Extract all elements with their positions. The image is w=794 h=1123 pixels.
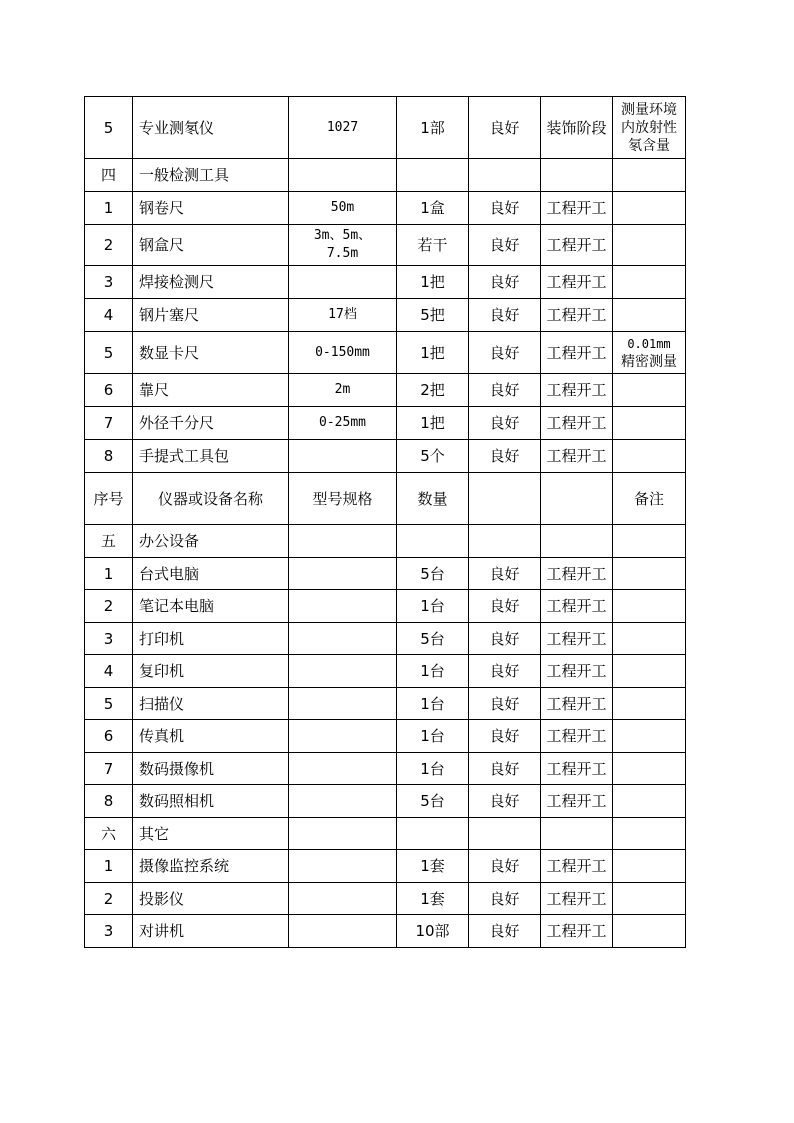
status-cell: 良好 [469,753,541,785]
name-cell: 复印机 [133,655,289,688]
model-cell [289,688,397,720]
name-cell: 专业测氡仪 [133,97,289,159]
name-cell: 焊接检测尺 [133,266,289,299]
name-cell: 笔记本电脑 [133,590,289,623]
header-name: 仪器或设备名称 [133,473,289,525]
stage-cell: 工程开工 [541,623,613,655]
model-cell [289,720,397,753]
model-cell [289,785,397,818]
equipment-table [84,96,686,948]
stage-cell: 工程开工 [541,753,613,785]
remark-cell [613,192,686,225]
status-cell: 良好 [469,850,541,883]
model-cell [289,590,397,623]
table-row [85,785,686,818]
table-row [85,655,686,688]
seq-cell: 4 [85,655,133,688]
remark-cell [613,374,686,407]
qty-cell: 5个 [397,440,469,473]
section-row [85,818,686,850]
table-row [85,407,686,440]
stage-cell: 工程开工 [541,225,613,266]
remark-cell [613,332,686,374]
qty-cell: 1部 [397,97,469,159]
stage-cell: 工程开工 [541,883,613,915]
stage-cell: 工程开工 [541,440,613,473]
qty-cell: 1盒 [397,192,469,225]
seq-cell: 3 [85,623,133,655]
stage-cell: 工程开工 [541,266,613,299]
header-status [469,473,541,525]
table-row [85,850,686,883]
remark-cell [613,623,686,655]
name-cell: 钢卷尺 [133,192,289,225]
status-cell: 良好 [469,266,541,299]
model-cell [289,558,397,590]
status-cell: 良好 [469,623,541,655]
remark-line: 0.01mm [627,336,671,351]
qty-cell: 1把 [397,407,469,440]
name-cell: 数显卡尺 [133,332,289,374]
table-row [85,720,686,753]
name-cell: 外径千分尺 [133,407,289,440]
header-qty: 数量 [397,473,469,525]
qty-cell: 1台 [397,590,469,623]
stage-cell: 工程开工 [541,850,613,883]
qty-cell: 1套 [397,883,469,915]
model-cell: 17档 [289,299,397,332]
model-cell: 2m [289,374,397,407]
section-row [85,159,686,192]
seq-cell: 1 [85,850,133,883]
qty-cell: 2把 [397,374,469,407]
table-row [85,590,686,623]
model-cell [289,753,397,785]
table-row [85,192,686,225]
model-line: 3m、5m、 [313,228,372,243]
seq-cell: 3 [85,266,133,299]
remark-line: 精密测量 [621,353,677,370]
remark-line: 氡含量 [628,137,670,154]
model-cell [289,225,397,266]
name-cell: 打印机 [133,623,289,655]
stage-cell: 工程开工 [541,374,613,407]
remark-cell [613,407,686,440]
stage-cell: 装饰阶段 [541,97,613,159]
seq-cell: 6 [85,374,133,407]
status-cell: 良好 [469,225,541,266]
status-cell: 良好 [469,883,541,915]
table-row [85,332,686,374]
qty-cell: 5台 [397,623,469,655]
table-row [85,558,686,590]
table-row [85,688,686,720]
remark-line: 内放射性 [621,119,677,136]
model-line: 7.5m [326,246,359,261]
header-row [85,473,686,525]
qty-cell: 10部 [397,915,469,948]
seq-cell: 1 [85,192,133,225]
seq-cell: 6 [85,720,133,753]
section-title-cell: 一般检测工具 [133,159,289,192]
model-cell [289,655,397,688]
remark-cell [613,688,686,720]
table-row [85,883,686,915]
remark-cell [613,225,686,266]
qty-cell: 1把 [397,266,469,299]
stage-cell: 工程开工 [541,655,613,688]
stage-cell: 工程开工 [541,590,613,623]
qty-cell: 若干 [397,225,469,266]
qty-cell: 5把 [397,299,469,332]
model-cell [289,883,397,915]
model-cell: 1027 [289,97,397,159]
table-row [85,915,686,948]
section-seq-cell: 四 [85,159,133,192]
seq-cell: 2 [85,883,133,915]
qty-cell: 1把 [397,332,469,374]
seq-cell: 8 [85,785,133,818]
seq-cell: 5 [85,688,133,720]
remark-cell [613,440,686,473]
name-cell: 手提式工具包 [133,440,289,473]
status-cell: 良好 [469,915,541,948]
name-cell: 钢片塞尺 [133,299,289,332]
table-row [85,225,686,266]
stage-cell: 工程开工 [541,720,613,753]
status-cell: 良好 [469,655,541,688]
status-cell: 良好 [469,374,541,407]
remark-cell [613,915,686,948]
status-cell: 良好 [469,332,541,374]
model-cell: 0-150mm [289,332,397,374]
model-cell [289,850,397,883]
table-row [85,623,686,655]
status-cell: 良好 [469,558,541,590]
seq-cell: 7 [85,407,133,440]
qty-cell: 1台 [397,655,469,688]
status-cell: 良好 [469,590,541,623]
header-remark: 备注 [613,473,686,525]
seq-cell: 2 [85,225,133,266]
table-row [85,374,686,407]
remark-cell [613,299,686,332]
model-cell [289,266,397,299]
status-cell: 良好 [469,299,541,332]
header-stage [541,473,613,525]
status-cell: 良好 [469,688,541,720]
remark-cell [613,883,686,915]
header-model: 型号规格 [289,473,397,525]
status-cell: 良好 [469,785,541,818]
name-cell: 传真机 [133,720,289,753]
remark-cell [613,558,686,590]
seq-cell: 5 [85,97,133,159]
section-title-cell: 办公设备 [133,525,289,558]
table-row [85,97,686,159]
stage-cell: 工程开工 [541,192,613,225]
stage-cell: 工程开工 [541,332,613,374]
qty-cell: 1套 [397,850,469,883]
table-row [85,299,686,332]
seq-cell: 5 [85,332,133,374]
remark-cell [613,655,686,688]
remark-line: 测量环境 [621,101,677,118]
qty-cell: 1台 [397,688,469,720]
model-cell [289,623,397,655]
remark-cell [613,266,686,299]
stage-cell: 工程开工 [541,915,613,948]
qty-cell: 1台 [397,753,469,785]
section-seq-cell: 五 [85,525,133,558]
qty-cell: 5台 [397,785,469,818]
seq-cell: 2 [85,590,133,623]
remark-cell [613,850,686,883]
status-cell: 良好 [469,192,541,225]
remark-cell [613,97,686,159]
remark-cell [613,720,686,753]
name-cell: 数码摄像机 [133,753,289,785]
remark-cell [613,590,686,623]
stage-cell: 工程开工 [541,688,613,720]
name-cell: 台式电脑 [133,558,289,590]
section-title-cell: 其它 [133,818,289,850]
qty-cell: 1台 [397,720,469,753]
stage-cell: 工程开工 [541,785,613,818]
qty-cell: 5台 [397,558,469,590]
table-row [85,440,686,473]
seq-cell: 7 [85,753,133,785]
header-seq: 序号 [85,473,133,525]
name-cell: 对讲机 [133,915,289,948]
status-cell: 良好 [469,720,541,753]
stage-cell: 工程开工 [541,299,613,332]
stage-cell: 工程开工 [541,407,613,440]
name-cell: 靠尺 [133,374,289,407]
remark-cell [613,785,686,818]
status-cell: 良好 [469,407,541,440]
name-cell: 扫描仪 [133,688,289,720]
stage-cell: 工程开工 [541,558,613,590]
status-cell: 良好 [469,440,541,473]
name-cell: 投影仪 [133,883,289,915]
table-row [85,266,686,299]
remark-cell [613,753,686,785]
model-cell: 0-25mm [289,407,397,440]
model-cell [289,915,397,948]
section-seq-cell: 六 [85,818,133,850]
seq-cell: 8 [85,440,133,473]
seq-cell: 1 [85,558,133,590]
section-row [85,525,686,558]
table-row [85,753,686,785]
model-cell: 50m [289,192,397,225]
status-cell: 良好 [469,97,541,159]
seq-cell: 4 [85,299,133,332]
name-cell: 钢盒尺 [133,225,289,266]
seq-cell: 3 [85,915,133,948]
name-cell: 数码照相机 [133,785,289,818]
name-cell: 摄像监控系统 [133,850,289,883]
model-cell [289,440,397,473]
